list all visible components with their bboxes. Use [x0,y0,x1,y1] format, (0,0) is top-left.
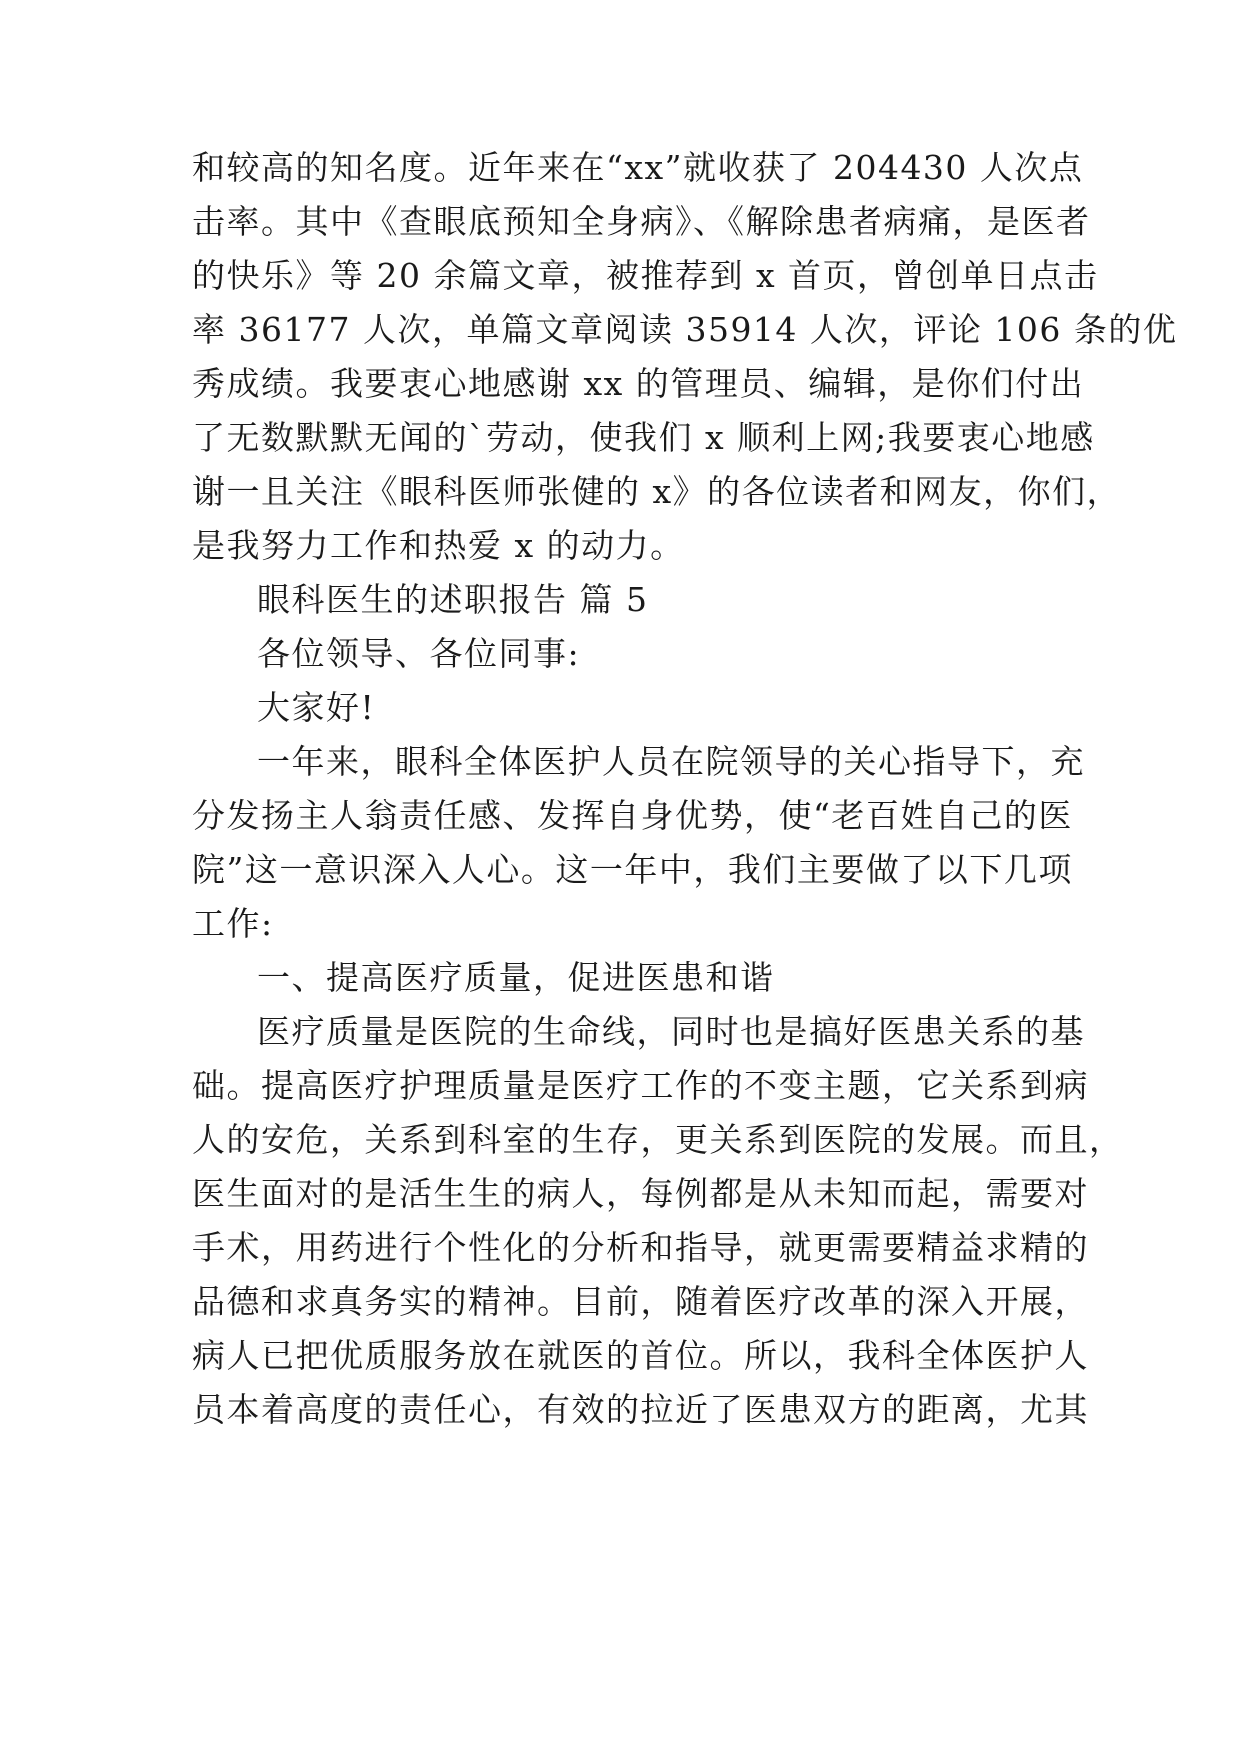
text-line: 人的安危，关系到科室的生存，更关系到医院的发展。而且， [192,1120,1124,1159]
text-line: 手术，用药进行个性化的分析和指导，就更需要精益求精的 [192,1228,1089,1267]
text-line: 病人已把优质服务放在就医的首位。所以，我科全体医护人 [192,1336,1089,1375]
text-line: 击率。其中《查眼底预知全身病》、《解除患者病痛，是医者 [192,202,1091,241]
text-line: 医疗质量是医院的生命线，同时也是搞好医患关系的基 [257,1012,1085,1051]
subsection-heading: 一、提高医疗质量，促进医患和谐 [257,958,775,997]
text-line: 秀成绩。我要衷心地感谢 xx 的管理员、编辑，是你们付出 [192,364,1085,403]
text-line: 是我努力工作和热爱 x 的动力。 [192,526,685,565]
salutation: 各位领导、各位同事: [257,634,581,673]
text-line: 品德和求真务实的精神。目前，随着医疗改革的深入开展， [192,1282,1089,1321]
text-line: 医生面对的是活生生的病人，每例都是从未知而起，需要对 [192,1174,1089,1213]
text-line: 的快乐》等 20 余篇文章，被推荐到 x 首页，曾创单日点击 [192,256,1099,295]
greeting: 大家好! [257,688,376,727]
text-line: 和较高的知名度。近年来在“xx”就收获了 204430 人次点 [192,148,1084,187]
text-line: 工作: [192,904,274,943]
text-line: 础。提高医疗护理质量是医疗工作的不变主题，它关系到病 [192,1066,1089,1105]
text-line: 率 36177 人次，单篇文章阅读 35914 人次，评论 106 条的优 [192,310,1178,349]
text-line: 院”这一意识深入人心。这一年中，我们主要做了以下几项 [192,850,1073,889]
section-heading: 眼科医生的述职报告 篇 5 [257,580,649,619]
text-line: 了无数默默无闻的`劳动，使我们 x 顺利上网;我要衷心地感 [192,418,1095,457]
text-line: 谢一且关注《眼科医师张健的 x》的各位读者和网友，你们， [192,472,1122,511]
text-line: 分发扬主人翁责任感、发挥自身优势，使“老百姓自己的医 [192,796,1073,835]
text-line: 员本着高度的责任心，有效的拉近了医患双方的距离，尤其 [192,1390,1089,1429]
text-line: 一年来，眼科全体医护人员在院领导的关心指导下，充 [257,742,1085,781]
